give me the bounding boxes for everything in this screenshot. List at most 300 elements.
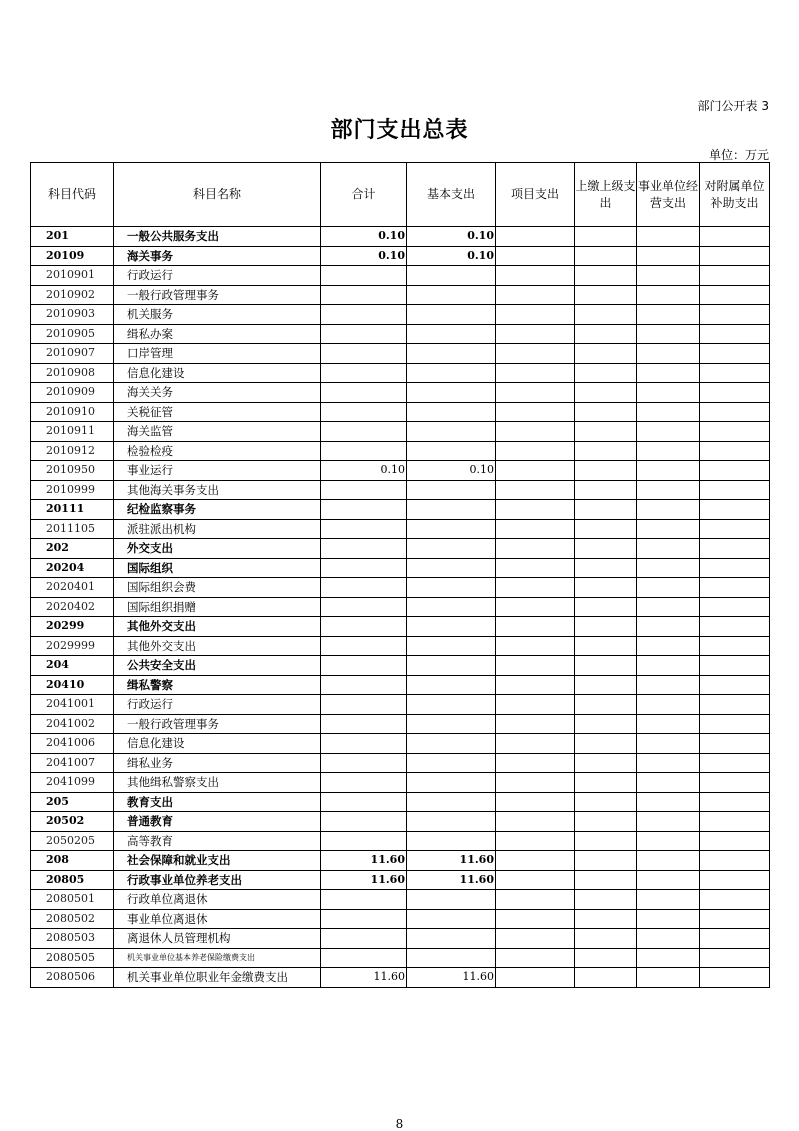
code-cell: 2010912 xyxy=(31,441,114,461)
project-cell xyxy=(496,636,575,656)
code-cell: 20502 xyxy=(31,812,114,832)
subsidy-cell xyxy=(700,753,770,773)
basic-cell xyxy=(407,929,496,949)
table-row xyxy=(31,714,770,734)
total-cell: 0.10 xyxy=(321,461,407,481)
total-cell: 0.10 xyxy=(321,246,407,266)
basic-cell xyxy=(407,714,496,734)
total-cell xyxy=(321,324,407,344)
basic-cell: 0.10 xyxy=(407,461,496,481)
basic-cell xyxy=(407,519,496,539)
table-row xyxy=(31,383,770,403)
subsidy-cell xyxy=(700,773,770,793)
subsidy-cell xyxy=(700,539,770,559)
subsidy-cell xyxy=(700,285,770,305)
code-cell: 2041002 xyxy=(31,714,114,734)
upper-cell xyxy=(575,266,637,286)
upper-cell xyxy=(575,441,637,461)
upper-cell xyxy=(575,344,637,364)
subsidy-cell xyxy=(700,344,770,364)
subsidy-cell xyxy=(700,227,770,247)
total-cell xyxy=(321,695,407,715)
name-cell: 国际组织 xyxy=(114,558,321,578)
upper-cell xyxy=(575,675,637,695)
upper-cell xyxy=(575,929,637,949)
total-cell xyxy=(321,305,407,325)
subsidy-cell xyxy=(700,929,770,949)
name-cell: 缉私警察 xyxy=(114,675,321,695)
business-cell xyxy=(637,870,700,890)
upper-cell xyxy=(575,851,637,871)
code-cell: 204 xyxy=(31,656,114,676)
upper-cell xyxy=(575,734,637,754)
upper-cell xyxy=(575,968,637,988)
table-row xyxy=(31,617,770,637)
name-cell: 检验检疫 xyxy=(114,441,321,461)
business-cell xyxy=(637,597,700,617)
project-cell xyxy=(496,851,575,871)
total-cell xyxy=(321,402,407,422)
name-cell: 口岸管理 xyxy=(114,344,321,364)
business-cell xyxy=(637,929,700,949)
page-tag: 部门公开表 3 xyxy=(697,99,769,113)
code-cell: 20111 xyxy=(31,500,114,520)
project-cell xyxy=(496,383,575,403)
basic-cell xyxy=(407,500,496,520)
code-cell: 2010950 xyxy=(31,461,114,481)
code-cell: 2010907 xyxy=(31,344,114,364)
business-cell xyxy=(637,246,700,266)
code-cell: 205 xyxy=(31,792,114,812)
total-cell xyxy=(321,578,407,598)
total-cell xyxy=(321,383,407,403)
total-cell xyxy=(321,734,407,754)
code-cell: 2029999 xyxy=(31,636,114,656)
name-cell: 纪检监察事务 xyxy=(114,500,321,520)
name-cell: 高等教育 xyxy=(114,831,321,851)
name-cell: 公共安全支出 xyxy=(114,656,321,676)
basic-cell xyxy=(407,597,496,617)
upper-cell xyxy=(575,246,637,266)
project-cell xyxy=(496,870,575,890)
name-cell: 其他海关事务支出 xyxy=(114,480,321,500)
project-cell xyxy=(496,675,575,695)
basic-cell xyxy=(407,890,496,910)
name-cell: 其他外交支出 xyxy=(114,617,321,637)
project-cell xyxy=(496,324,575,344)
project-cell xyxy=(496,578,575,598)
name-cell: 缉私业务 xyxy=(114,753,321,773)
business-cell xyxy=(637,539,700,559)
project-cell xyxy=(496,500,575,520)
total-cell xyxy=(321,500,407,520)
total-cell xyxy=(321,422,407,442)
table-header-row xyxy=(31,163,770,227)
table-row xyxy=(31,500,770,520)
column-header: 合计 xyxy=(321,163,407,227)
table-row xyxy=(31,597,770,617)
table-row xyxy=(31,870,770,890)
subsidy-cell xyxy=(700,948,770,968)
table-row xyxy=(31,422,770,442)
code-cell: 2010903 xyxy=(31,305,114,325)
project-cell xyxy=(496,227,575,247)
subsidy-cell xyxy=(700,617,770,637)
table-row xyxy=(31,305,770,325)
business-cell xyxy=(637,480,700,500)
project-cell xyxy=(496,461,575,481)
business-cell xyxy=(637,324,700,344)
business-cell xyxy=(637,734,700,754)
project-cell xyxy=(496,519,575,539)
business-cell xyxy=(637,266,700,286)
table-row xyxy=(31,461,770,481)
business-cell xyxy=(637,675,700,695)
project-cell xyxy=(496,948,575,968)
project-cell xyxy=(496,597,575,617)
basic-cell: 11.60 xyxy=(407,870,496,890)
name-cell: 一般公共服务支出 xyxy=(114,227,321,247)
name-cell: 海关监管 xyxy=(114,422,321,442)
project-cell xyxy=(496,909,575,929)
upper-cell xyxy=(575,500,637,520)
name-cell: 国际组织捐赠 xyxy=(114,597,321,617)
column-header: 上缴上级支出 xyxy=(575,163,637,227)
code-cell: 2080506 xyxy=(31,968,114,988)
upper-cell xyxy=(575,812,637,832)
total-cell xyxy=(321,441,407,461)
code-cell: 2041007 xyxy=(31,753,114,773)
basic-cell xyxy=(407,734,496,754)
basic-cell: 0.10 xyxy=(407,227,496,247)
code-cell: 20109 xyxy=(31,246,114,266)
expenditure-table xyxy=(30,162,770,988)
name-cell: 离退休人员管理机构 xyxy=(114,929,321,949)
code-cell: 2041006 xyxy=(31,734,114,754)
project-cell xyxy=(496,695,575,715)
total-cell xyxy=(321,773,407,793)
subsidy-cell xyxy=(700,597,770,617)
business-cell xyxy=(637,636,700,656)
code-cell: 2020401 xyxy=(31,578,114,598)
name-cell: 教育支出 xyxy=(114,792,321,812)
table-row xyxy=(31,929,770,949)
upper-cell xyxy=(575,324,637,344)
code-cell: 2080505 xyxy=(31,948,114,968)
business-cell xyxy=(637,851,700,871)
project-cell xyxy=(496,714,575,734)
basic-cell xyxy=(407,617,496,637)
code-cell: 2010910 xyxy=(31,402,114,422)
name-cell: 其他外交支出 xyxy=(114,636,321,656)
subsidy-cell xyxy=(700,558,770,578)
name-cell: 海关事务 xyxy=(114,246,321,266)
total-cell xyxy=(321,948,407,968)
basic-cell xyxy=(407,266,496,286)
upper-cell xyxy=(575,695,637,715)
basic-cell xyxy=(407,831,496,851)
project-cell xyxy=(496,305,575,325)
basic-cell xyxy=(407,363,496,383)
subsidy-cell xyxy=(700,402,770,422)
basic-cell xyxy=(407,753,496,773)
subsidy-cell xyxy=(700,305,770,325)
project-cell xyxy=(496,734,575,754)
column-header: 科目名称 xyxy=(114,163,321,227)
subsidy-cell xyxy=(700,461,770,481)
name-cell: 机关服务 xyxy=(114,305,321,325)
table-row xyxy=(31,773,770,793)
business-cell xyxy=(637,422,700,442)
basic-cell: 0.10 xyxy=(407,246,496,266)
total-cell xyxy=(321,597,407,617)
upper-cell xyxy=(575,558,637,578)
table-row xyxy=(31,578,770,598)
table-row xyxy=(31,675,770,695)
subsidy-cell xyxy=(700,792,770,812)
business-cell xyxy=(637,519,700,539)
business-cell xyxy=(637,227,700,247)
total-cell xyxy=(321,539,407,559)
upper-cell xyxy=(575,383,637,403)
upper-cell xyxy=(575,714,637,734)
business-cell xyxy=(637,344,700,364)
code-cell: 2041001 xyxy=(31,695,114,715)
basic-cell xyxy=(407,305,496,325)
business-cell xyxy=(637,909,700,929)
code-cell: 208 xyxy=(31,851,114,871)
total-cell xyxy=(321,890,407,910)
unit-label: 单位：万元 xyxy=(708,148,769,162)
total-cell xyxy=(321,831,407,851)
project-cell xyxy=(496,929,575,949)
code-cell: 2010902 xyxy=(31,285,114,305)
table-row xyxy=(31,480,770,500)
basic-cell xyxy=(407,675,496,695)
table-row xyxy=(31,734,770,754)
name-cell: 外交支出 xyxy=(114,539,321,559)
name-cell: 关税征管 xyxy=(114,402,321,422)
name-cell: 国际组织会费 xyxy=(114,578,321,598)
project-cell xyxy=(496,792,575,812)
total-cell xyxy=(321,929,407,949)
subsidy-cell xyxy=(700,851,770,871)
project-cell xyxy=(496,246,575,266)
project-cell xyxy=(496,656,575,676)
table-row xyxy=(31,519,770,539)
project-cell xyxy=(496,480,575,500)
code-cell: 2010909 xyxy=(31,383,114,403)
column-header: 基本支出 xyxy=(407,163,496,227)
table-row xyxy=(31,753,770,773)
project-cell xyxy=(496,266,575,286)
name-cell: 行政运行 xyxy=(114,266,321,286)
basic-cell xyxy=(407,480,496,500)
project-cell xyxy=(496,812,575,832)
subsidy-cell xyxy=(700,441,770,461)
table-row xyxy=(31,831,770,851)
business-cell xyxy=(637,363,700,383)
basic-cell xyxy=(407,578,496,598)
business-cell xyxy=(637,753,700,773)
upper-cell xyxy=(575,519,637,539)
name-cell: 普通教育 xyxy=(114,812,321,832)
upper-cell xyxy=(575,578,637,598)
name-cell: 行政单位离退休 xyxy=(114,890,321,910)
basic-cell xyxy=(407,324,496,344)
code-cell: 2080503 xyxy=(31,929,114,949)
business-cell xyxy=(637,831,700,851)
project-cell xyxy=(496,285,575,305)
table-row xyxy=(31,539,770,559)
subsidy-cell xyxy=(700,383,770,403)
total-cell xyxy=(321,266,407,286)
table-row xyxy=(31,909,770,929)
code-cell: 2010999 xyxy=(31,480,114,500)
table-row xyxy=(31,636,770,656)
table-row xyxy=(31,948,770,968)
subsidy-cell xyxy=(700,695,770,715)
code-cell: 2080501 xyxy=(31,890,114,910)
upper-cell xyxy=(575,636,637,656)
page-title: 部门支出总表 xyxy=(330,118,469,143)
business-cell xyxy=(637,948,700,968)
subsidy-cell xyxy=(700,422,770,442)
total-cell: 11.60 xyxy=(321,870,407,890)
name-cell: 机关事业单位职业年金缴费支出 xyxy=(114,968,321,988)
subsidy-cell xyxy=(700,890,770,910)
subsidy-cell xyxy=(700,500,770,520)
code-cell: 2010911 xyxy=(31,422,114,442)
code-cell: 2010901 xyxy=(31,266,114,286)
upper-cell xyxy=(575,461,637,481)
basic-cell xyxy=(407,285,496,305)
table-row xyxy=(31,344,770,364)
name-cell: 事业运行 xyxy=(114,461,321,481)
name-cell: 派驻派出机构 xyxy=(114,519,321,539)
table-row xyxy=(31,656,770,676)
project-cell xyxy=(496,831,575,851)
table-row xyxy=(31,324,770,344)
upper-cell xyxy=(575,402,637,422)
business-cell xyxy=(637,968,700,988)
code-cell: 2050205 xyxy=(31,831,114,851)
name-cell: 缉私办案 xyxy=(114,324,321,344)
subsidy-cell xyxy=(700,480,770,500)
basic-cell xyxy=(407,558,496,578)
table-row xyxy=(31,812,770,832)
total-cell xyxy=(321,792,407,812)
business-cell xyxy=(637,695,700,715)
total-cell xyxy=(321,519,407,539)
table-row xyxy=(31,227,770,247)
table-row xyxy=(31,851,770,871)
project-cell xyxy=(496,344,575,364)
basic-cell: 11.60 xyxy=(407,851,496,871)
basic-cell xyxy=(407,656,496,676)
upper-cell xyxy=(575,305,637,325)
total-cell xyxy=(321,285,407,305)
upper-cell xyxy=(575,227,637,247)
page-number: 8 xyxy=(395,1117,404,1131)
upper-cell xyxy=(575,597,637,617)
subsidy-cell xyxy=(700,734,770,754)
code-cell: 2041099 xyxy=(31,773,114,793)
name-cell: 海关关务 xyxy=(114,383,321,403)
basic-cell xyxy=(407,402,496,422)
subsidy-cell xyxy=(700,831,770,851)
name-cell: 信息化建设 xyxy=(114,363,321,383)
column-header: 事业单位经营支出 xyxy=(637,163,700,227)
upper-cell xyxy=(575,831,637,851)
table-row xyxy=(31,890,770,910)
business-cell xyxy=(637,714,700,734)
subsidy-cell xyxy=(700,519,770,539)
subsidy-cell xyxy=(700,363,770,383)
basic-cell xyxy=(407,812,496,832)
table-row xyxy=(31,246,770,266)
subsidy-cell xyxy=(700,656,770,676)
code-cell: 20299 xyxy=(31,617,114,637)
basic-cell xyxy=(407,422,496,442)
business-cell xyxy=(637,890,700,910)
project-cell xyxy=(496,441,575,461)
business-cell xyxy=(637,500,700,520)
project-cell xyxy=(496,363,575,383)
code-cell: 201 xyxy=(31,227,114,247)
table-row xyxy=(31,402,770,422)
business-cell xyxy=(637,402,700,422)
code-cell: 202 xyxy=(31,539,114,559)
name-cell: 一般行政管理事务 xyxy=(114,285,321,305)
basic-cell xyxy=(407,636,496,656)
subsidy-cell xyxy=(700,968,770,988)
column-header: 对附属单位补助支出 xyxy=(700,163,770,227)
table-row xyxy=(31,695,770,715)
upper-cell xyxy=(575,948,637,968)
subsidy-cell xyxy=(700,636,770,656)
business-cell xyxy=(637,461,700,481)
business-cell xyxy=(637,285,700,305)
table-row xyxy=(31,968,770,988)
column-header: 科目代码 xyxy=(31,163,114,227)
total-cell xyxy=(321,812,407,832)
upper-cell xyxy=(575,792,637,812)
name-cell: 机关事业单位基本养老保险缴费支出 xyxy=(114,948,321,968)
total-cell xyxy=(321,363,407,383)
name-cell: 信息化建设 xyxy=(114,734,321,754)
subsidy-cell xyxy=(700,324,770,344)
table-row xyxy=(31,266,770,286)
total-cell xyxy=(321,617,407,637)
total-cell xyxy=(321,636,407,656)
business-cell xyxy=(637,812,700,832)
project-cell xyxy=(496,753,575,773)
upper-cell xyxy=(575,617,637,637)
total-cell xyxy=(321,675,407,695)
subsidy-cell xyxy=(700,812,770,832)
upper-cell xyxy=(575,909,637,929)
table-row xyxy=(31,558,770,578)
subsidy-cell xyxy=(700,675,770,695)
project-cell xyxy=(496,617,575,637)
subsidy-cell xyxy=(700,246,770,266)
project-cell xyxy=(496,773,575,793)
total-cell xyxy=(321,714,407,734)
business-cell xyxy=(637,792,700,812)
total-cell xyxy=(321,344,407,364)
subsidy-cell xyxy=(700,266,770,286)
